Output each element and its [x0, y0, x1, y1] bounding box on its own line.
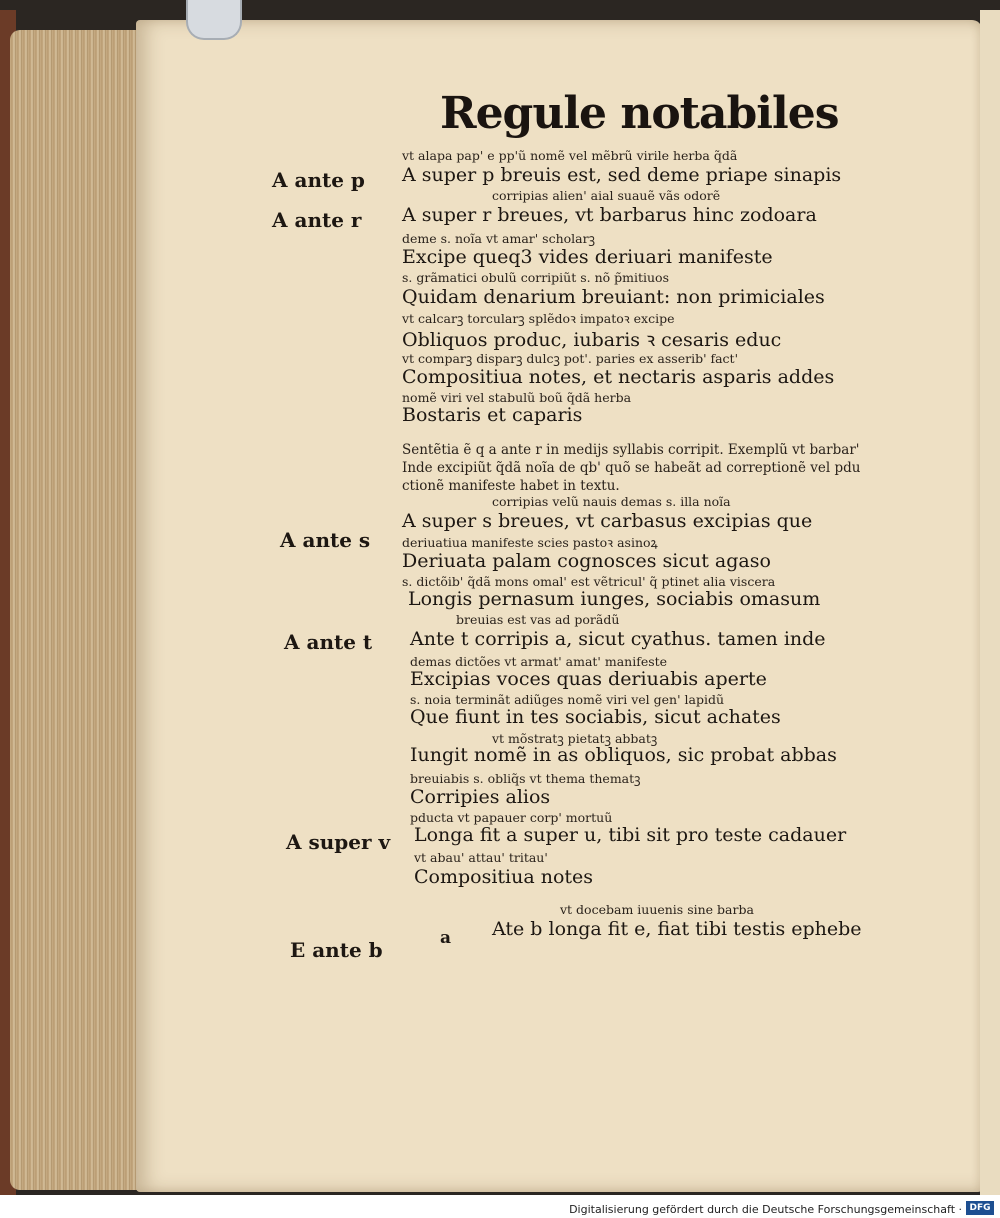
gloss-line: breuias est vas ad porãdũ	[456, 612, 620, 627]
commentary-line: Sentẽtia ẽ q a ante r in medijs syllabis corripit. Exemplũ vt barbar'	[402, 442, 860, 458]
margin-note: E ante b	[290, 938, 383, 962]
gloss-line: demas dictões vt armat' amat' manifeste	[410, 654, 668, 669]
gloss-line: s. noia terminãt adiũges nomẽ viri vel gen' lapidũ	[410, 692, 724, 707]
page-title: Regule notabiles	[440, 88, 839, 139]
gloss-line: s. dictõib' q̃dã mons omal' est vẽtricul' q̃ ptinet alia viscera	[402, 574, 776, 589]
page-clip-icon	[186, 0, 242, 40]
verse-line: A super r breues, vt barbarus hinc zodoara	[402, 204, 817, 226]
gloss-line: vt alapa pap' e pp'ũ nomẽ vel mẽbrũ virile herba q̃dã	[402, 148, 738, 163]
verse-line: Compositiua notes, et nectaris asparis addes	[402, 366, 835, 388]
gloss-line: nomẽ viri vel stabulũ boũ q̃dã herba	[402, 390, 632, 405]
margin-note: A ante r	[272, 208, 362, 232]
verse-line: Obliquos produc, iubaris ꝛ cesaris educ	[402, 329, 782, 351]
gloss-line: corripias velũ nauis demas s. illa noĩa	[492, 494, 731, 509]
footer-credit: Digitalisierung gefördert durch die Deutsche Forschungsgemeinschaft ·	[569, 1203, 962, 1216]
verse-line: Que fiunt in tes sociabis, sicut achates	[410, 706, 781, 728]
verse-line: A super p breuis est, sed deme priape sinapis	[402, 164, 842, 186]
verse-line: Longa fit a super u, tibi sit pro teste cadauer	[414, 824, 847, 846]
commentary-line: Inde excipiũt q̃dã noĩa de qb' quõ se habeãt ad correptionẽ vel pdu	[402, 460, 861, 476]
margin-note: A super v	[286, 830, 391, 854]
verse-line: Corripies alios	[410, 786, 551, 808]
gloss-line: corripias alien' aial suauẽ vãs odorẽ	[492, 188, 721, 203]
gloss-line: vt mõstratꝫ pietatꝫ abbatꝫ	[492, 731, 658, 746]
gloss-line: breuiabis s. obliq̃s vt thema thematꝫ	[410, 771, 641, 786]
verse-line: A super s breues, vt carbasus excipias que	[402, 510, 813, 532]
margin-note: A ante s	[280, 528, 371, 552]
verse-line: Bostaris et caparis	[402, 404, 583, 426]
gloss-line: deriuatiua manifeste scies pastoꝛ asinoꝝ	[402, 535, 658, 550]
verse-line: Iungit nomẽ in as obliquos, sic probat abbas	[410, 744, 837, 766]
verse-line: Ante t corripis a, sicut cyathus. tamen inde	[410, 628, 826, 650]
dfg-logo: DFG	[966, 1201, 994, 1215]
verse-line: Deriuata palam cognosces sicut agaso	[402, 550, 771, 572]
verse-line: Ate b longa fit e, fiat tibi testis ephebe	[492, 918, 862, 940]
margin-note: A ante t	[284, 630, 373, 654]
gloss-line: vt comparꝫ disparꝫ dulcꝫ pot'. paries ex asserib' fact'	[402, 351, 739, 366]
verse-line: Excipe queq3 vides deriuari manifeste	[402, 246, 773, 268]
verse-line: Longis pernasum iunges, sociabis omasum	[408, 588, 821, 610]
adjacent-page-edge	[980, 10, 1000, 1195]
gloss-line: pducta vt papauer corp' mortuũ	[410, 810, 613, 825]
commentary-line: ctionẽ manifeste habet in textu.	[402, 478, 620, 494]
book-fore-edge	[10, 30, 142, 1190]
margin-note: A ante p	[272, 168, 365, 192]
verse-line: Quidam denarium breuiant: non primiciales	[402, 286, 825, 308]
signature-mark: a	[440, 928, 452, 948]
gloss-line: vt docebam iuuenis sine barba	[560, 902, 754, 917]
gloss-line: deme s. noĩa vt amar' scholarꝫ	[402, 231, 595, 246]
gloss-line: vt calcarꝫ torcularꝫ splẽdoꝛ impatoꝛ excipe	[402, 311, 675, 326]
gloss-line: s. grãmatici obulũ corripiũt s. nõ p̃mitiuos	[402, 270, 669, 285]
verse-line: Excipias voces quas deriuabis aperte	[410, 668, 767, 690]
verse-line: Compositiua notes	[414, 866, 594, 888]
gloss-line: vt abau' attau' tritau'	[414, 850, 548, 865]
